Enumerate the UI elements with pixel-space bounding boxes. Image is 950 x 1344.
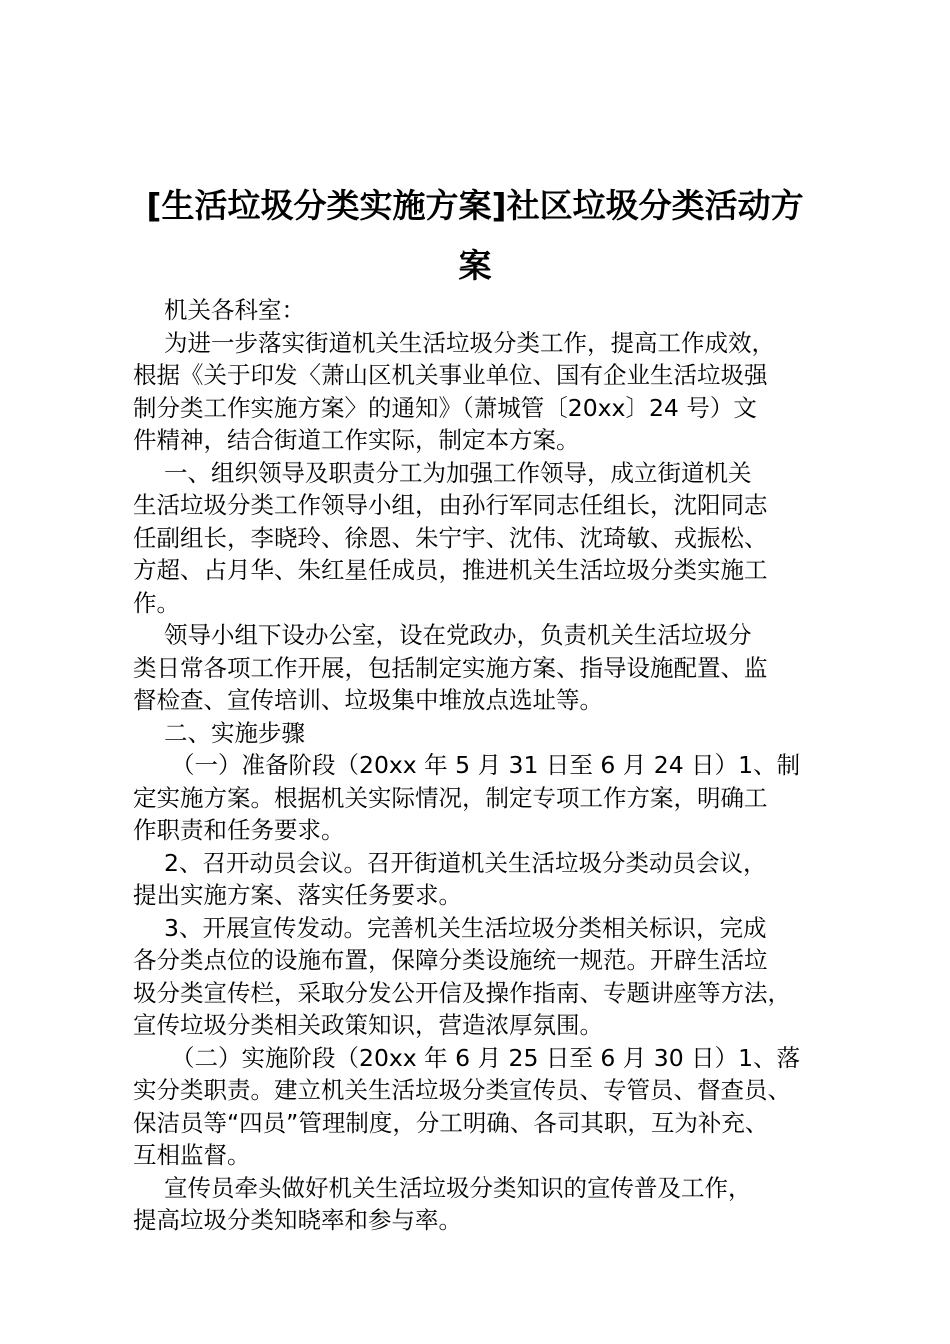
- paragraph-line: 保洁员等“四员”管理制度，分工明确、各司其职，互为补充、: [133, 1108, 769, 1137]
- paragraph-line: 提出实施方案、落实任务要求。: [133, 881, 462, 909]
- paragraph-line: 任副组长，李晓玲、徐恩、朱宁宇、沈伟、沈琦敏、戎振松、: [133, 523, 768, 552]
- paragraph-line: 根据《关于印发〈萧山区机关事业单位、国有企业生活垃圾强: [133, 361, 768, 389]
- paragraph-line: 领导小组下设办公室，设在党政办，负责机关生活垃圾分: [164, 621, 752, 649]
- paragraph-line: 提高垃圾分类知晓率和参与率。: [133, 1206, 462, 1234]
- paragraph-line: 圾分类宣传栏，采取分发公开信及操作指南、专题讲座等方法，: [133, 978, 791, 1007]
- document-title-line-2: 案: [458, 246, 492, 285]
- paragraph-line: 作。: [133, 588, 180, 617]
- paragraph-line: （二）实施阶段（20xx 年 6 月 25 日至 6 月 30 日）1、落: [171, 1043, 801, 1072]
- paragraph-line: 宣传垃圾分类相关政策知识，营造浓厚氛围。: [133, 1011, 603, 1039]
- paragraph-line: 宣传员牵头做好机关生活垃圾分类知识的宣传普及工作，: [164, 1173, 752, 1202]
- paragraph-line: 实分类职责。建立机关生活垃圾分类宣传员、专管员、督查员、: [133, 1076, 791, 1104]
- paragraph-line: 督检查、宣传培训、垃圾集中堆放点选址等。: [133, 686, 603, 714]
- paragraph-line: 生活垃圾分类工作领导小组，由孙行军同志任组长，沈阳同志: [133, 491, 768, 519]
- paragraph-line: 各分类点位的设施布置，保障分类设施统一规范。开辟生活垃: [133, 946, 768, 974]
- paragraph-line: 机关各科室：: [164, 296, 305, 324]
- paragraph-line: 一、组织领导及职责分工为加强工作领导，成立街道机关: [164, 458, 752, 487]
- section-heading: 二、实施步骤: [164, 718, 305, 747]
- document-title-line-1: [生活垃圾分类实施方案]社区垃圾分类活动方: [146, 186, 804, 225]
- paragraph-line: 定实施方案。根据机关实际情况，制定专项工作方案，明确工: [133, 783, 768, 812]
- paragraph-line: 作职责和任务要求。: [133, 816, 345, 844]
- paragraph-line: 类日常各项工作开展，包括制定实施方案、指导设施配置、监: [133, 653, 768, 682]
- paragraph-line: 方超、占月华、朱红星任成员，推进机关生活垃圾分类实施工: [133, 556, 768, 584]
- paragraph-line: 互相监督。: [133, 1141, 251, 1169]
- paragraph-line: （一）准备阶段（20xx 年 5 月 31 日至 6 月 24 日）1、制: [171, 751, 801, 779]
- paragraph-line: 2、召开动员会议。召开街道机关生活垃圾分类动员会议，: [164, 848, 767, 877]
- paragraph-line: 3、开展宣传发动。完善机关生活垃圾分类相关标识，完成: [164, 913, 767, 942]
- paragraph-line: 为进一步落实街道机关生活垃圾分类工作，提高工作成效，: [164, 328, 775, 357]
- paragraph-line: 制分类工作实施方案〉的通知》（萧城管〔20xx〕24 号）文: [133, 393, 757, 422]
- paragraph-line: 件精神，结合街道工作实际，制定本方案。: [133, 426, 580, 454]
- document-body: [133, 294, 838, 1237]
